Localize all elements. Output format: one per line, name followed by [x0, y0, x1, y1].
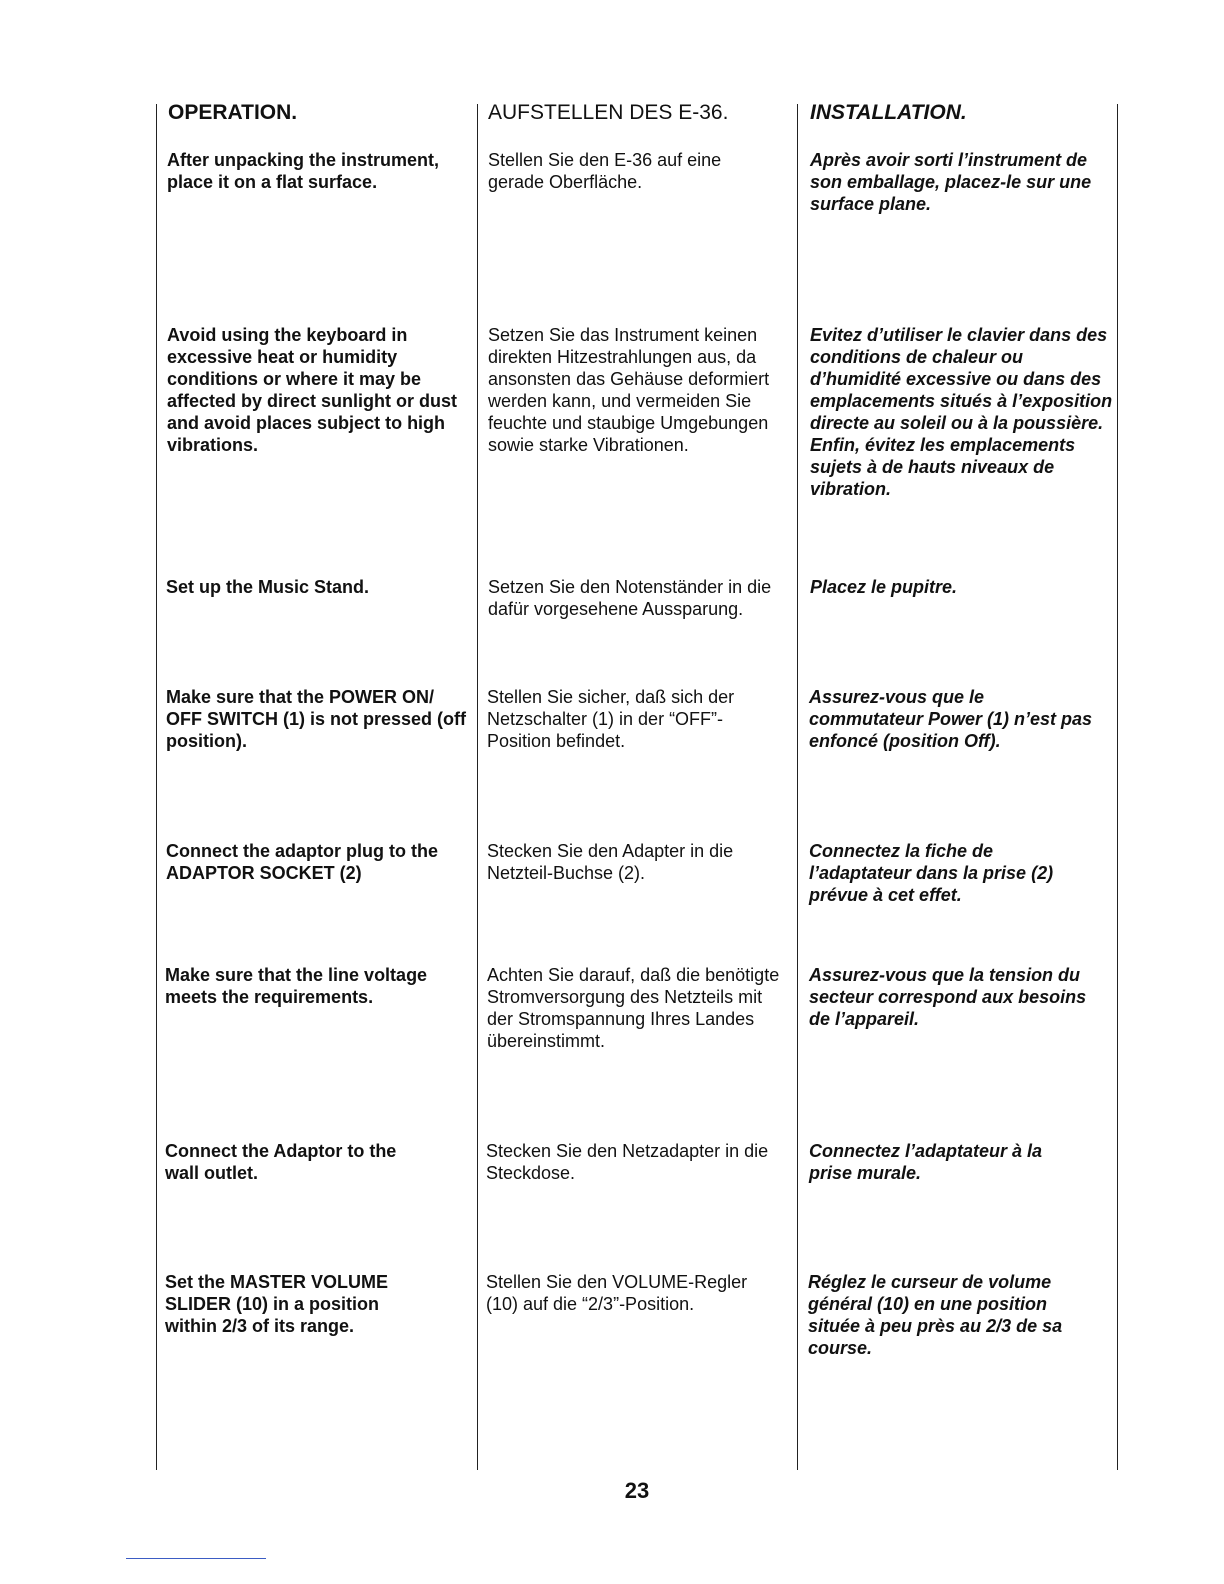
- section-2-german: Setzen Sie das Instrument keinen direkten Hitzestrahlungen aus, da ansonsten das Gehäuse deformiert werden kann, und vermeiden Sie feuchte und staubige Umgebungen sowie starke Vibrationen.: [488, 325, 770, 455]
- section-4-german: Stellen Sie sicher, daß sich der Netzschalter (1) in der “OFF”-Position befindet.: [487, 687, 735, 751]
- header-french: INSTALLATION.: [810, 101, 967, 124]
- section-6-english: Make sure that the line voltage meets the requirements.: [165, 965, 428, 1007]
- column-divider-2: [797, 104, 798, 1470]
- section-8-english: Set the MASTER VOLUME SLIDER (10) in a position within 2/3 of its range.: [165, 1272, 389, 1336]
- section-1-english: After unpacking the instrument, place it on a flat surface.: [167, 150, 440, 192]
- section-6-german: Achten Sie darauf, daß die benötigte Stromversorgung des Netzteils mit der Stromspannung Ihres Landes übereinstimmt.: [487, 965, 780, 1051]
- page-number: 23: [624, 1478, 650, 1503]
- header-german: AUFSTELLEN DES E-36.: [488, 101, 729, 124]
- section-3-english: Set up the Music Stand.: [166, 577, 370, 597]
- section-7-french: Connectez l’adaptateur à la prise murale.: [809, 1141, 1043, 1183]
- section-5-french: Connectez la fiche de l’adaptateur dans la prise (2) prévue à cet effet.: [809, 841, 1054, 905]
- section-6-french: Assurez-vous que la tension du secteur correspond aux besoins de l’appareil.: [809, 965, 1087, 1029]
- section-2-english: Avoid using the keyboard in excessive heat or humidity conditions or where it may be affected by direct sunlight or dust and avoid places subject to high vibrations.: [167, 325, 458, 455]
- column-divider-left: [156, 104, 157, 1470]
- header-english: OPERATION.: [168, 101, 298, 124]
- section-5-german: Stecken Sie den Adapter in die Netzteil-Buchse (2).: [487, 841, 734, 883]
- section-4-english: Make sure that the POWER ON/ OFF SWITCH (1) is not pressed (off position).: [166, 687, 466, 751]
- bottom-rule: [126, 1558, 266, 1559]
- section-8-french: Réglez le curseur de volume général (10) en une position située à peu près au 2/3 de sa course.: [808, 1272, 1063, 1358]
- section-3-french: Placez le pupitre.: [810, 577, 958, 597]
- section-1-french: Après avoir sorti l’instrument de son emballage, placez-le sur une surface plane.: [810, 150, 1092, 214]
- section-2-french: Evitez d’utiliser le clavier dans des conditions de chaleur ou d’humidité excessive ou dans des emplacements situés à l’exposition directe au soleil ou à la poussière. Enfin, évitez les emplacements sujets à de hauts niveaux de vibration.: [810, 325, 1113, 499]
- section-7-english: Connect the Adaptor to the wall outlet.: [165, 1141, 397, 1183]
- section-3-german: Setzen Sie den Notenständer in die dafür vorgesehene Aussparung.: [488, 577, 772, 619]
- column-divider-right: [1117, 104, 1118, 1470]
- section-4-french: Assurez-vous que le commutateur Power (1) n’est pas enfoncé (position Off).: [809, 687, 1093, 751]
- section-1-german: Stellen Sie den E-36 auf eine gerade Oberfläche.: [488, 150, 722, 192]
- section-7-german: Stecken Sie den Netzadapter in die Steckdose.: [486, 1141, 769, 1183]
- section-8-german: Stellen Sie den VOLUME-Regler (10) auf die “2/3”-Position.: [486, 1272, 748, 1314]
- section-5-english: Connect the adaptor plug to the ADAPTOR SOCKET (2): [166, 841, 438, 883]
- column-divider-1: [477, 104, 478, 1470]
